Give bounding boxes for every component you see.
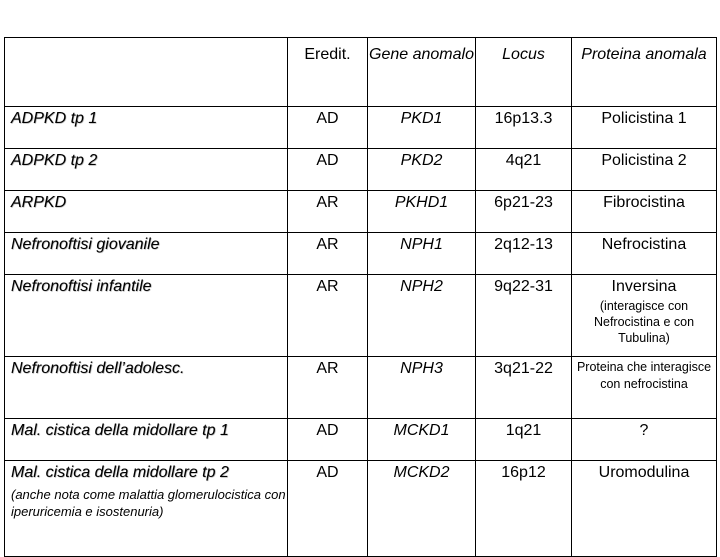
disease-name: Nefronoftisi giovanile <box>5 233 288 275</box>
table-row <box>5 419 717 461</box>
gene-name: MCKD2 <box>368 461 476 557</box>
disease-note: (anche nota come malattia glomerulocistica con iperuricemia e isostenuria) <box>11 487 286 519</box>
table-row <box>5 107 717 149</box>
table-row <box>5 233 717 275</box>
header-protein: Proteina anomala <box>572 38 717 107</box>
inheritance: AR <box>288 191 368 233</box>
protein-cell <box>572 275 717 357</box>
inheritance: AD <box>288 461 368 557</box>
disease-cell <box>5 461 288 557</box>
genetics-table <box>4 37 717 557</box>
inheritance: AR <box>288 357 368 419</box>
gene-name: MCKD1 <box>368 419 476 461</box>
disease-name: Nefronoftisi infantile <box>5 275 288 357</box>
gene-name: NPH1 <box>368 233 476 275</box>
table-row <box>5 191 717 233</box>
gene-name: NPH2 <box>368 275 476 357</box>
table-row <box>5 275 717 357</box>
gene-name: PKD1 <box>368 107 476 149</box>
header-gene: Gene anomalo <box>368 38 476 107</box>
inheritance: AR <box>288 275 368 357</box>
protein: Fibrocistina <box>572 191 717 233</box>
disease-name: ARPKD <box>5 191 288 233</box>
header-empty-cell <box>5 38 288 107</box>
header-eredit: Eredit. <box>288 38 368 107</box>
locus: 16p12 <box>476 461 572 557</box>
protein: ? <box>572 419 717 461</box>
protein: Policistina 2 <box>572 149 717 191</box>
locus: 16p13.3 <box>476 107 572 149</box>
protein: Proteina che interagisce con nefrocistina <box>572 357 717 419</box>
protein: Policistina 1 <box>572 107 717 149</box>
gene-name: PKHD1 <box>368 191 476 233</box>
header-row <box>5 38 717 107</box>
gene-name: NPH3 <box>368 357 476 419</box>
locus: 3q21-22 <box>476 357 572 419</box>
inheritance: AD <box>288 107 368 149</box>
disease-name: Mal. cistica della midollare tp 1 <box>5 419 288 461</box>
protein: Inversina <box>611 278 677 295</box>
disease-name: Mal. cistica della midollare tp 2 <box>11 464 229 481</box>
table-row <box>5 149 717 191</box>
locus: 9q22-31 <box>476 275 572 357</box>
inheritance: AD <box>288 419 368 461</box>
gene-name: PKD2 <box>368 149 476 191</box>
protein-note: (interagisce con Nefrocistina e con Tubulina) <box>593 299 695 345</box>
table-row <box>5 461 717 557</box>
locus: 4q21 <box>476 149 572 191</box>
disease-name: ADPKD tp 1 <box>5 107 288 149</box>
locus: 6p21-23 <box>476 191 572 233</box>
locus: 1q21 <box>476 419 572 461</box>
disease-name: ADPKD tp 2 <box>5 149 288 191</box>
header-locus: Locus <box>476 38 572 107</box>
table-row <box>5 357 717 419</box>
disease-name: Nefronoftisi dell’adolesc. <box>5 357 288 419</box>
locus: 2q12-13 <box>476 233 572 275</box>
inheritance: AD <box>288 149 368 191</box>
protein: Uromodulina <box>572 461 717 557</box>
inheritance: AR <box>288 233 368 275</box>
protein: Nefrocistina <box>572 233 717 275</box>
